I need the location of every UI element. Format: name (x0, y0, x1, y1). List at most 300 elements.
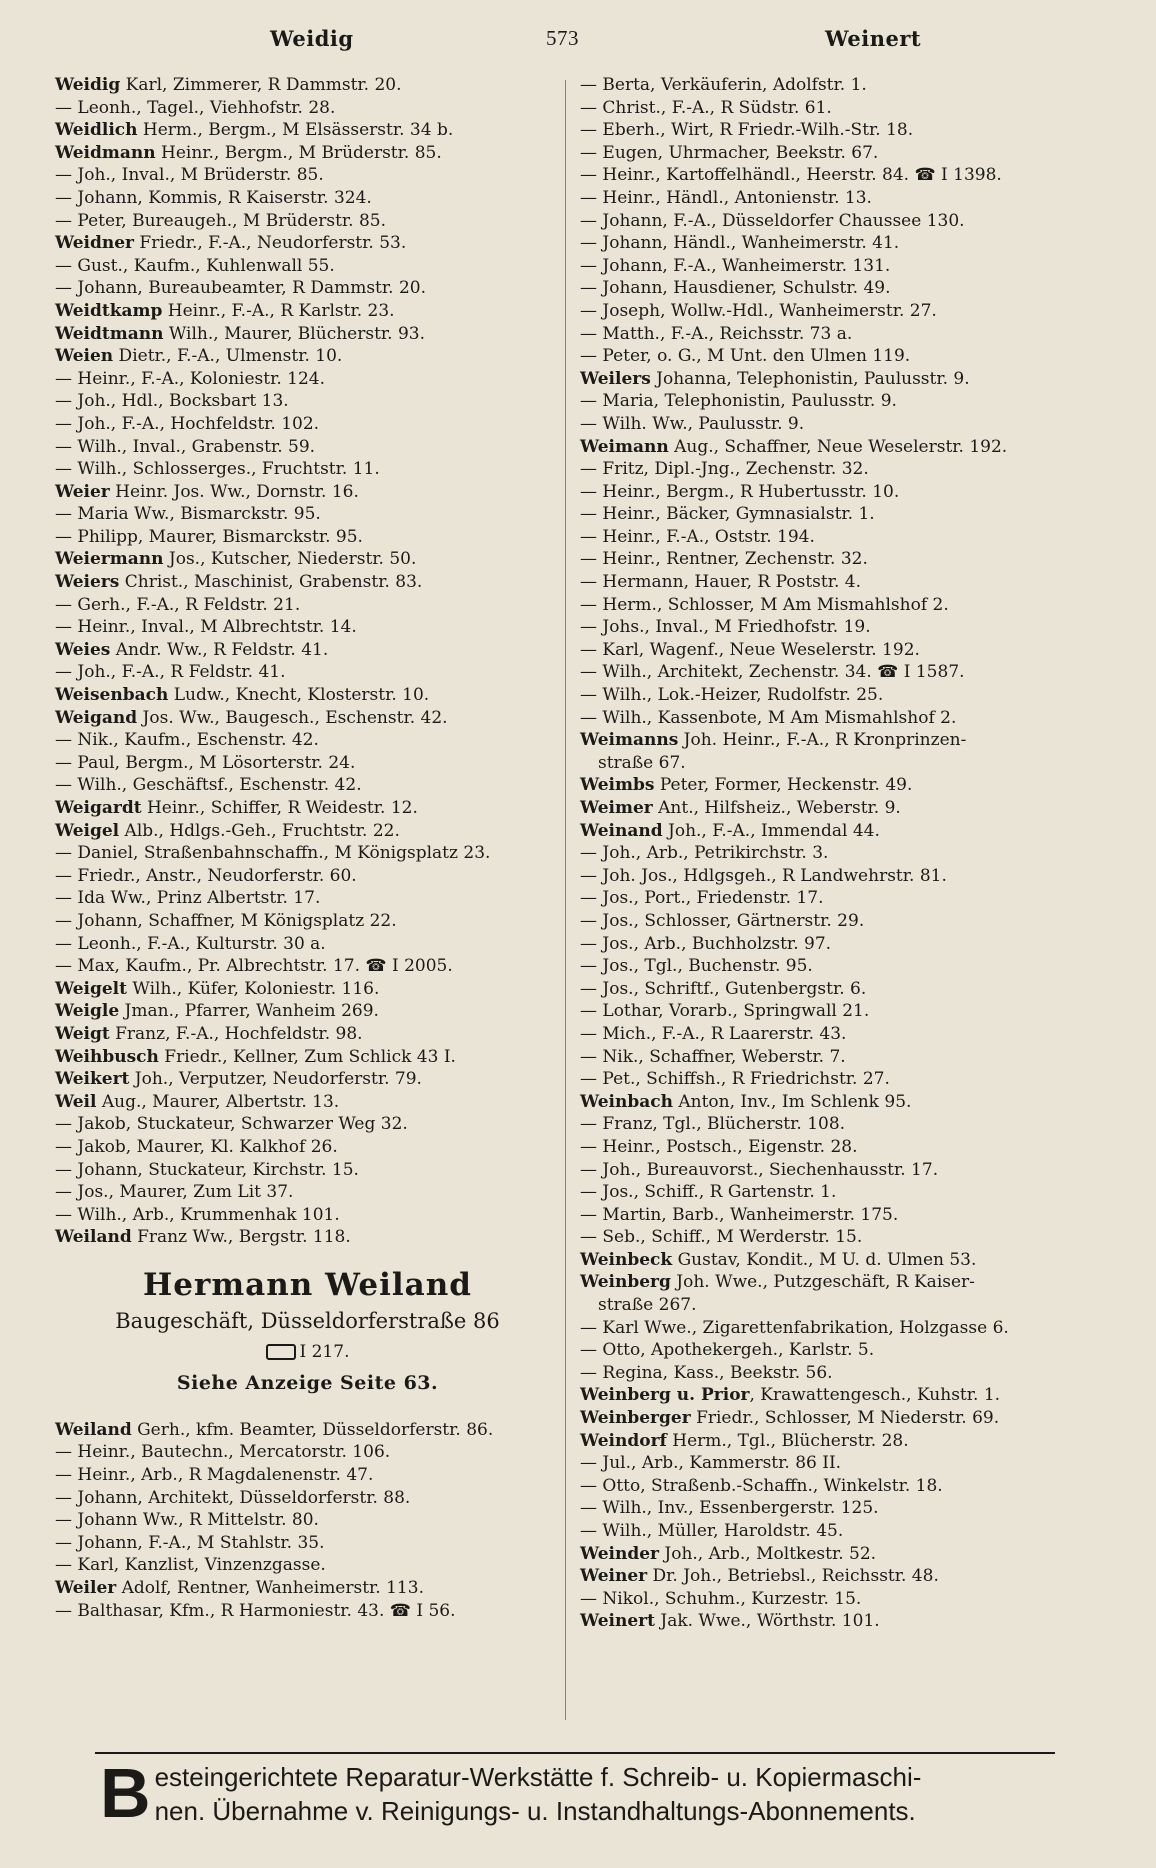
entry-details: — Leonh., F.-A., Kulturstr. 30 a. (55, 933, 326, 954)
entry-details: Heinr. Jos. Ww., Dornstr. 16. (109, 481, 359, 502)
entry-details: Peter, Former, Heckenstr. 49. (654, 775, 913, 796)
entry-details: — Wilh., Arb., Krummenhak 101. (55, 1204, 340, 1225)
entry-details: — Johann, Bureaubeamter, R Dammstr. 20. (55, 278, 426, 299)
entry-details: — Johs., Inval., M Friedhofstr. 19. (580, 617, 871, 638)
directory-entry (55, 774, 560, 797)
directory-entry (580, 707, 1110, 730)
directory-entry (55, 1226, 560, 1249)
entry-details: Adolf, Rentner, Wanheimerstr. 113. (116, 1578, 424, 1599)
entry-details: — Nikol., Schuhm., Kurzestr. 15. (580, 1588, 862, 1609)
directory-entry (55, 887, 560, 910)
entry-surname: Weimann (580, 436, 669, 457)
directory-entry (55, 503, 560, 526)
entry-details: Christ., Maschinist, Grabenstr. 83. (119, 572, 423, 593)
entry-details: — Max, Kaufm., Pr. Albrechtstr. 17. ☎ I 2005. (55, 956, 453, 977)
directory-entry (580, 548, 1110, 571)
entry-details: — Philipp, Maurer, Bismarckstr. 95. (55, 526, 363, 547)
entry-surname: Weigardt (55, 798, 142, 818)
entry-details: — Otto, Straßenb.-Schaffn., Winkelstr. 18. (580, 1475, 943, 1496)
entry-surname: Weigt (55, 1023, 110, 1044)
entry-details: — Heinr., Bautechn., Mercatorstr. 106. (55, 1442, 391, 1463)
entry-details: — Jul., Arb., Kammerstr. 86 II. (580, 1453, 842, 1474)
entry-details: Joh., Arb., Moltkestr. 52. (659, 1543, 877, 1564)
directory-entry (580, 1046, 1110, 1069)
directory-entry (55, 548, 560, 571)
directory-entry (55, 255, 560, 278)
entry-details: — Jakob, Maurer, Kl. Kalkhof 26. (55, 1136, 338, 1157)
telephone-icon (266, 1344, 296, 1360)
entry-details: Wilh., Küfer, Koloniestr. 116. (127, 978, 380, 999)
entry-details: — Johann, Kommis, R Kaiserstr. 324. (55, 187, 372, 208)
directory-entry (580, 1430, 1110, 1453)
directory-entry (580, 1113, 1110, 1136)
entry-details: — Daniel, Straßenbahnschaffn., M Königsplatz 23. (55, 843, 491, 864)
ad-business-line: Baugeschäft, Düsseldorferstraße 86 (115, 1308, 500, 1333)
entry-surname: Weimbs (580, 775, 655, 796)
directory-entry (580, 1407, 1110, 1430)
entry-surname: Weies (55, 639, 111, 660)
directory-entry (580, 1497, 1110, 1520)
directory-entry (55, 1046, 560, 1069)
footer-initial: B (100, 1754, 151, 1832)
entry-details: — Joh., F.-A., R Feldstr. 41. (55, 662, 286, 683)
directory-entry (55, 1441, 560, 1464)
directory-entry (580, 661, 1110, 684)
directory-entry (580, 1091, 1110, 1114)
entry-details: — Ida Ww., Prinz Albertstr. 17. (55, 888, 321, 909)
entry-details: Anton, Inv., Im Schlenk 95. (672, 1091, 912, 1112)
entry-details: — Joh., Bureauvorst., Siechenhausstr. 17. (580, 1159, 939, 1180)
entry-surname: Weinand (580, 820, 663, 841)
entry-details: — Herm., Schlosser, M Am Mismahlshof 2. (580, 594, 949, 615)
entry-details: — Karl, Wagenf., Neue Weselerstr. 192. (580, 639, 920, 660)
directory-entry (580, 616, 1110, 639)
directory-entry (580, 752, 1110, 775)
directory-entry (580, 1294, 1110, 1317)
entry-details: — Wilh., Inv., Essenbergerstr. 125. (580, 1498, 879, 1519)
directory-entry (55, 955, 560, 978)
entry-details: Joh., Verputzer, Neudorferstr. 79. (129, 1069, 422, 1090)
entry-surname: Weidmann (55, 142, 156, 163)
directory-entry (55, 1000, 560, 1023)
entry-surname: Weigelt (55, 978, 127, 999)
entry-details: — Heinr., Bergm., R Hubertusstr. 10. (580, 481, 900, 502)
entry-details: Gustav, Kondit., M U. d. Ulmen 53. (672, 1249, 977, 1270)
directory-entry (55, 368, 560, 391)
entry-details: — Jos., Maurer, Zum Lit 37. (55, 1182, 294, 1203)
directory-entry (55, 142, 560, 165)
directory-entry (580, 910, 1110, 933)
directory-entry (55, 1554, 560, 1577)
entry-details: — Mich., F.-A., R Laarerstr. 43. (580, 1023, 847, 1044)
entry-details: straße 67. (598, 752, 686, 773)
entry-details: Alb., Hdlgs.-Geh., Fruchtstr. 22. (119, 820, 400, 841)
directory-entry (55, 752, 560, 775)
directory-entry (580, 978, 1110, 1001)
entry-details: straße 267. (598, 1295, 697, 1316)
entry-surname: Weiland (55, 1227, 132, 1248)
directory-entry (55, 571, 560, 594)
entry-surname: Weinberg (580, 1272, 671, 1293)
directory-entry (580, 413, 1110, 436)
directory-entry (580, 774, 1110, 797)
entry-details: — Joseph, Wollw.-Hdl., Wanheimerstr. 27. (580, 300, 937, 321)
directory-entry (55, 345, 560, 368)
entry-details: — Eberh., Wirt, R Friedr.-Wilh.-Str. 18. (580, 120, 914, 141)
directory-entry (580, 842, 1110, 865)
entry-surname: Weier (55, 481, 110, 502)
entry-details: — Johann, Händl., Wanheimerstr. 41. (580, 233, 900, 254)
weiland-advertisement (55, 1265, 560, 1399)
directory-entry (55, 187, 560, 210)
directory-entry (580, 164, 1110, 187)
entry-surname: Weilers (580, 368, 651, 389)
entry-surname: Weidig (55, 75, 121, 95)
entry-details: — Jos., Port., Friedenstr. 17. (580, 888, 824, 909)
entry-details: Heinr., Bergm., M Brüderstr. 85. (155, 142, 442, 163)
directory-entry (580, 1317, 1110, 1340)
entry-details: — Johann, Schaffner, M Königsplatz 22. (55, 910, 397, 931)
directory-entry (55, 1068, 560, 1091)
entry-details: — Friedr., Anstr., Neudorferstr. 60. (55, 865, 357, 886)
directory-entry (580, 368, 1110, 391)
directory-entry (55, 1577, 560, 1600)
directory-entry (55, 594, 560, 617)
directory-entry (55, 684, 560, 707)
directory-entry (55, 300, 560, 323)
directory-entry (580, 684, 1110, 707)
entry-details: — Eugen, Uhrmacher, Beekstr. 67. (580, 142, 879, 163)
entry-surname: Weil (55, 1091, 97, 1112)
entry-details: Franz Ww., Bergstr. 118. (131, 1227, 351, 1248)
directory-entry (580, 729, 1110, 752)
directory-entry (580, 1362, 1110, 1385)
directory-entry (580, 74, 1110, 97)
entry-surname: Weisenbach (55, 685, 169, 706)
footer-rule (95, 1752, 1055, 1754)
directory-entry (580, 436, 1110, 459)
entry-details: Jman., Pfarrer, Wanheim 269. (119, 1001, 379, 1022)
directory-entry (55, 842, 560, 865)
directory-entry (55, 1532, 560, 1555)
directory-entry (580, 797, 1110, 820)
entry-details: Johanna, Telephonistin, Paulusstr. 9. (650, 368, 970, 389)
directory-entry (580, 119, 1110, 142)
directory-entry (580, 300, 1110, 323)
directory-entry (580, 1588, 1110, 1611)
entry-surname: Weinder (580, 1543, 659, 1564)
directory-entry (580, 526, 1110, 549)
directory-entry (580, 820, 1110, 843)
entry-details: Franz, F.-A., Hochfeldstr. 98. (109, 1023, 363, 1044)
directory-entry (580, 277, 1110, 300)
entry-details: — Martin, Barb., Wanheimerstr. 175. (580, 1204, 899, 1225)
directory-entry (580, 142, 1110, 165)
entry-details: — Heinr., Kartoffelhändl., Heerstr. 84. ☎ I 1398. (580, 165, 1002, 186)
footer-line-1: esteingerichtete Reparatur-Werkstätte f. Schreib- u. Kopiermaschi- (154, 1762, 922, 1792)
entry-details: — Joh., Arb., Petrikirchstr. 3. (580, 843, 829, 864)
entry-surname: Weidlich (55, 120, 138, 141)
ad-see-reference: Siehe Anzeige Seite 63. (176, 1371, 439, 1394)
entry-details: — Jos., Arb., Buchholzstr. 97. (580, 933, 832, 954)
entry-details: — Gerh., F.-A., R Feldstr. 21. (55, 594, 301, 615)
ad-title: Hermann Weiland (143, 1266, 472, 1303)
directory-entry (580, 594, 1110, 617)
entry-details: — Heinr., Postsch., Eigenstr. 28. (580, 1136, 858, 1157)
entry-details: Jos., Kutscher, Niederstr. 50. (163, 549, 417, 570)
entry-surname: Weindorf (580, 1430, 667, 1451)
directory-entry (580, 1339, 1110, 1362)
entry-details: — Heinr., Rentner, Zechenstr. 32. (580, 549, 868, 570)
directory-entry (580, 1520, 1110, 1543)
entry-details: — Wilh., Lok.-Heizer, Rudolfstr. 25. (580, 685, 884, 706)
directory-entry (55, 1159, 560, 1182)
directory-entry (55, 729, 560, 752)
entry-details: Jos. Ww., Baugesch., Eschenstr. 42. (137, 707, 448, 728)
entry-details: — Johann, F.-A., Düsseldorfer Chaussee 130. (580, 210, 965, 231)
entry-details: Herm., Bergm., M Elsässerstr. 34 b. (137, 120, 454, 141)
entry-surname: Weiner (580, 1566, 648, 1587)
directory-entry (580, 1226, 1110, 1249)
entry-details: , Krawattengesch., Kuhstr. 1. (749, 1385, 1001, 1406)
entry-details: — Wilh., Geschäftsf., Eschenstr. 42. (55, 775, 362, 796)
directory-entry (55, 323, 560, 346)
entry-surname: Weidtkamp (55, 300, 163, 321)
directory-entry (580, 1000, 1110, 1023)
entry-details: — Jos., Schriftf., Gutenbergstr. 6. (580, 978, 867, 999)
directory-entry (580, 1136, 1110, 1159)
directory-entry (55, 1464, 560, 1487)
entry-details: — Franz, Tgl., Blücherstr. 108. (580, 1114, 846, 1135)
entry-details: Dr. Joh., Betriebsl., Reichsstr. 48. (647, 1566, 939, 1587)
directory-entry (55, 210, 560, 233)
directory-entry (580, 1543, 1110, 1566)
entry-details: — Berta, Verkäuferin, Adolfstr. 1. (580, 75, 867, 95)
directory-entry (580, 232, 1110, 255)
directory-entry (580, 345, 1110, 368)
entry-surname: Weinberger (580, 1408, 691, 1429)
directory-entry (580, 1384, 1110, 1407)
entry-details: — Peter, o. G., M Unt. den Ulmen 119. (580, 346, 911, 367)
entry-surname: Weien (55, 346, 114, 367)
entry-details: — Johann, Hausdiener, Schulstr. 49. (580, 278, 891, 299)
directory-entry (55, 1136, 560, 1159)
directory-entry (55, 164, 560, 187)
directory-entry (55, 1181, 560, 1204)
directory-entry (55, 413, 560, 436)
directory-entry (55, 661, 560, 684)
directory-entry (580, 1271, 1110, 1294)
page-number: 573 (546, 26, 579, 50)
entry-details: Aug., Schaffner, Neue Weselerstr. 192. (668, 436, 1008, 457)
entry-details: Friedr., Kellner, Zum Schlick 43 I. (158, 1046, 456, 1067)
directory-entry (55, 797, 560, 820)
entry-details: — Johann, Stuckateur, Kirchstr. 15. (55, 1159, 359, 1180)
directory-entry (55, 436, 560, 459)
entry-details: — Wilh. Ww., Paulusstr. 9. (580, 413, 805, 434)
entry-details: — Joh., F.-A., Hochfeldstr. 102. (55, 413, 320, 434)
footer-line-2: nen. Übernahme v. Reinigungs- u. Instandhaltungs-Abonnements. (154, 1796, 916, 1826)
entry-details: Ant., Hilfsheiz., Weberstr. 9. (652, 798, 901, 818)
entry-surname: Weinberg u. Prior (580, 1385, 750, 1406)
directory-entry (580, 458, 1110, 481)
entry-details: — Wilh., Inval., Grabenstr. 59. (55, 436, 316, 457)
directory-entry (55, 933, 560, 956)
entry-details: — Pet., Schiffsh., R Friedrichstr. 27. (580, 1069, 890, 1090)
entry-details: Heinr., F.-A., R Karlstr. 23. (162, 300, 395, 321)
directory-entry (580, 933, 1110, 956)
directory-entry (580, 1249, 1110, 1272)
header-right-keyword: Weinert (825, 26, 922, 51)
column-divider (565, 80, 566, 1720)
directory-entry (580, 187, 1110, 210)
directory-entry (580, 323, 1110, 346)
directory-entry (55, 1204, 560, 1227)
entry-details: — Johann, F.-A., M Stahlstr. 35. (55, 1532, 325, 1553)
directory-entry (55, 865, 560, 888)
entry-surname: Weigle (55, 1001, 120, 1022)
directory-entry (580, 887, 1110, 910)
directory-entry (55, 481, 560, 504)
entry-details: — Fritz, Dipl.-Jng., Zechenstr. 32. (580, 459, 869, 480)
directory-entry (55, 1487, 560, 1510)
header-left-keyword: Weidig (270, 26, 354, 51)
directory-entry (55, 639, 560, 662)
directory-entry (580, 1181, 1110, 1204)
entry-details: Gerh., kfm. Beamter, Düsseldorferstr. 86. (131, 1419, 494, 1440)
entry-surname: Weinert (580, 1611, 655, 1632)
directory-entry (580, 639, 1110, 662)
directory-entry (580, 390, 1110, 413)
entry-details: — Heinr., Inval., M Albrechtstr. 14. (55, 617, 357, 638)
entry-details: — Seb., Schiff., M Werderstr. 15. (580, 1227, 863, 1248)
directory-entry (55, 277, 560, 300)
directory-entry (55, 526, 560, 549)
entry-details: — Jos., Tgl., Buchenstr. 95. (580, 956, 813, 977)
entry-details: Jak. Wwe., Wörthstr. 101. (654, 1611, 880, 1632)
directory-entry (580, 1068, 1110, 1091)
entry-details: Wilh., Maurer, Blücherstr. 93. (163, 323, 426, 344)
entry-surname: Weidtmann (55, 323, 164, 344)
entry-details: Ludw., Knecht, Klosterstr. 10. (168, 685, 430, 706)
entry-details: — Christ., F.-A., R Südstr. 61. (580, 97, 832, 118)
entry-details: — Joh. Jos., Hdlgsgeh., R Landwehrstr. 81. (580, 865, 947, 886)
directory-entry (580, 571, 1110, 594)
entry-surname: Weikert (55, 1069, 130, 1090)
entry-details: — Heinr., Arb., R Magdalenenstr. 47. (55, 1465, 374, 1486)
entry-details: Friedr., Schlosser, M Niederstr. 69. (690, 1408, 1000, 1429)
directory-entry (55, 97, 560, 120)
entry-surname: Weinbach (580, 1091, 673, 1112)
directory-entry (55, 1509, 560, 1532)
directory-entry (55, 390, 560, 413)
left-column (55, 74, 560, 1622)
entry-details: Karl, Zimmerer, R Dammstr. 20. (120, 75, 402, 95)
entry-details: — Wilh., Müller, Haroldstr. 45. (580, 1521, 844, 1541)
entry-surname: Weigel (55, 820, 120, 841)
entry-details: — Heinr., Bäcker, Gymnasialstr. 1. (580, 504, 875, 525)
directory-entry (580, 503, 1110, 526)
entry-details: — Maria Ww., Bismarckstr. 95. (55, 504, 321, 525)
entry-surname: Weiler (55, 1578, 117, 1599)
directory-entry (580, 1565, 1110, 1588)
directory-entry (55, 1419, 560, 1442)
directory-entry (580, 865, 1110, 888)
entry-surname: Weinbeck (580, 1249, 673, 1270)
entry-details: — Paul, Bergm., M Lösorterstr. 24. (55, 752, 356, 773)
entry-details: — Karl, Kanzlist, Vinzenzgasse. (55, 1555, 326, 1576)
entry-details: — Balthasar, Kfm., R Harmoniestr. 43. ☎ I 56. (55, 1600, 456, 1621)
entry-details: — Joh., Inval., M Brüderstr. 85. (55, 165, 324, 186)
entry-details: — Wilh., Kassenbote, M Am Mismahlshof 2. (580, 707, 957, 728)
entry-details: — Otto, Apothekergeh., Karlstr. 5. (580, 1340, 875, 1361)
directory-entry (55, 232, 560, 255)
entry-details: — Heinr., F.-A., Oststr. 194. (580, 526, 815, 547)
directory-entry (580, 1204, 1110, 1227)
entry-details: — Jos., Schlosser, Gärtnerstr. 29. (580, 910, 865, 931)
entry-details: Dietr., F.-A., Ulmenstr. 10. (113, 346, 343, 367)
entry-details: — Lothar, Vorarb., Springwall 21. (580, 1001, 870, 1022)
directory-entry (55, 707, 560, 730)
entry-details: — Johann Ww., R Mittelstr. 80. (55, 1510, 319, 1531)
directory-entry (55, 820, 560, 843)
directory-entry (580, 97, 1110, 120)
entry-details: — Johann, F.-A., Wanheimerstr. 131. (580, 255, 891, 276)
right-entries (580, 74, 1110, 1633)
entry-details: — Karl Wwe., Zigarettenfabrikation, Holzgasse 6. (580, 1317, 1009, 1338)
directory-entry (55, 616, 560, 639)
entry-details: — Jos., Schiff., R Gartenstr. 1. (580, 1182, 837, 1203)
directory-entry (55, 978, 560, 1001)
entry-details: — Regina, Kass., Beekstr. 56. (580, 1362, 833, 1383)
entry-details: — Heinr., Händl., Antonienstr. 13. (580, 187, 872, 208)
directory-entry (580, 955, 1110, 978)
entry-surname: Weihbusch (55, 1046, 159, 1067)
entry-surname: Weiers (55, 572, 120, 593)
directory-entry (55, 1600, 560, 1623)
entry-details: Heinr., Schiffer, R Weidestr. 12. (141, 798, 418, 818)
entry-details: — Peter, Bureaugeh., M Brüderstr. 85. (55, 210, 387, 231)
directory-entry (55, 1091, 560, 1114)
directory-entry (55, 1023, 560, 1046)
entry-details: — Maria, Telephonistin, Paulusstr. 9. (580, 391, 897, 412)
entry-details: — Gust., Kaufm., Kuhlenwall 55. (55, 255, 335, 276)
entry-details: Aug., Maurer, Albertstr. 13. (96, 1091, 340, 1112)
entry-details: — Hermann, Hauer, R Poststr. 4. (580, 572, 861, 593)
entry-surname: Weidner (55, 233, 134, 254)
entry-surname: Weimer (580, 798, 653, 818)
entry-details: Herm., Tgl., Blücherstr. 28. (666, 1430, 909, 1451)
ad-phone (55, 1337, 560, 1367)
directory-entry (580, 1452, 1110, 1475)
directory-entry (580, 481, 1110, 504)
entry-details: — Heinr., F.-A., Koloniestr. 124. (55, 368, 325, 389)
left-entries-after-ad (55, 1419, 560, 1622)
entry-details: — Johann, Architekt, Düsseldorferstr. 88. (55, 1487, 411, 1508)
directory-entry (580, 255, 1110, 278)
right-column (580, 74, 1110, 1633)
entry-details: Joh. Heinr., F.-A., R Kronprinzen- (678, 730, 967, 751)
entry-details: — Matth., F.-A., Reichsstr. 73 a. (580, 323, 853, 344)
entry-details: Joh. Wwe., Putzgeschäft, R Kaiser- (670, 1272, 975, 1293)
directory-entry (55, 458, 560, 481)
entry-details: Friedr., F.-A., Neudorferstr. 53. (134, 233, 407, 254)
footer-advertisement (100, 1754, 1060, 1832)
entry-details: — Nik., Schaffner, Weberstr. 7. (580, 1046, 846, 1067)
directory-entry (55, 1113, 560, 1136)
directory-entry (55, 74, 560, 97)
directory-entry (580, 1159, 1110, 1182)
